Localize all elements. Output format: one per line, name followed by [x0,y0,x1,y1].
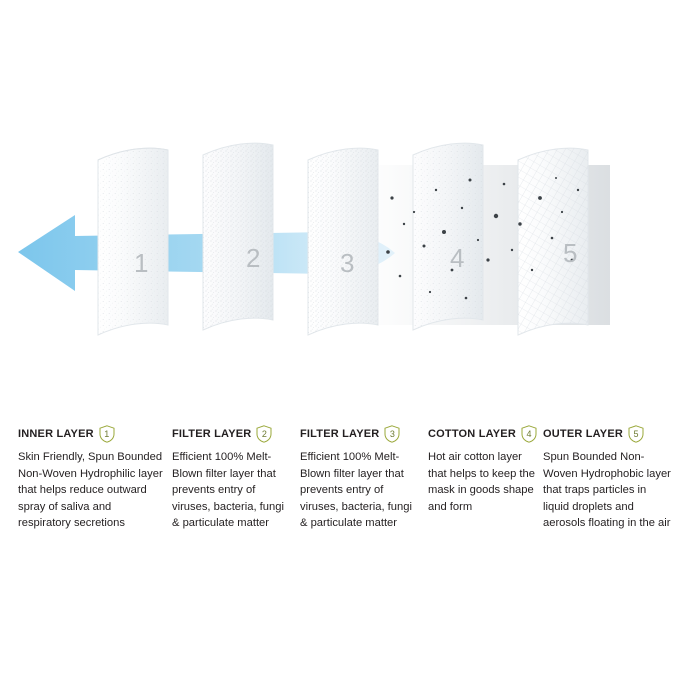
badge-number: 3 [389,428,395,439]
layer-sheet-3 [300,140,390,350]
layer-number-4: 4 [450,243,465,273]
shield-badge-icon [521,425,537,443]
layer-number-5: 5 [563,238,578,268]
caption-title: COTTON LAYER [428,428,516,440]
layer-number-1: 1 [134,248,149,278]
caption-outer-layer [543,425,675,532]
shield-badge-icon [256,425,272,443]
caption-filter-layer-2 [172,425,292,532]
caption-header [543,425,675,443]
caption-title: FILTER LAYER [172,428,252,440]
caption-header [18,425,166,443]
layers-illustration [0,120,690,410]
caption-title: INNER LAYER [18,428,94,440]
caption-row [0,425,690,565]
shield-badge-icon [384,425,400,443]
badge-number: 2 [261,428,267,439]
caption-title: FILTER LAYER [300,428,380,440]
caption-body: Spun Bounded Non-Woven Hydrophobic layer that traps particles in liquid droplets and aerosols floating in the air [543,451,671,529]
layer-sheet-4 [405,135,495,345]
badge-number: 4 [526,428,532,439]
caption-body: Hot air cotton layer that helps to keep the mask in goods shape and form [428,451,535,513]
layer-sheet-1 [90,140,180,350]
layer-sheet-5 [510,140,600,350]
caption-body: Efficient 100% Melt-Blown filter layer that prevents entry of viruses, bacteria, fungi & particulate matter [172,451,284,529]
caption-inner-layer [18,425,166,532]
caption-header [172,425,292,443]
caption-body: Skin Friendly, Spun Bounded Non-Woven Hydrophilic layer that helps reduce outward spray of saliva and respiratory secretions [18,451,163,529]
caption-header [428,425,538,443]
caption-body: Efficient 100% Melt-Blown filter layer that prevents entry of viruses, bacteria, fungi & particulate matter [300,451,412,529]
caption-cotton-layer [428,425,538,515]
layer-number-2: 2 [246,243,261,273]
badge-number: 1 [104,428,110,439]
badge-number: 5 [633,428,639,439]
caption-title: OUTER LAYER [543,428,624,440]
layer-sheet-2 [195,135,285,345]
caption-filter-layer-3 [300,425,422,532]
shield-badge-icon [99,425,115,443]
layer-number-3: 3 [340,248,355,278]
caption-header [300,425,422,443]
shield-badge-icon [628,425,644,443]
